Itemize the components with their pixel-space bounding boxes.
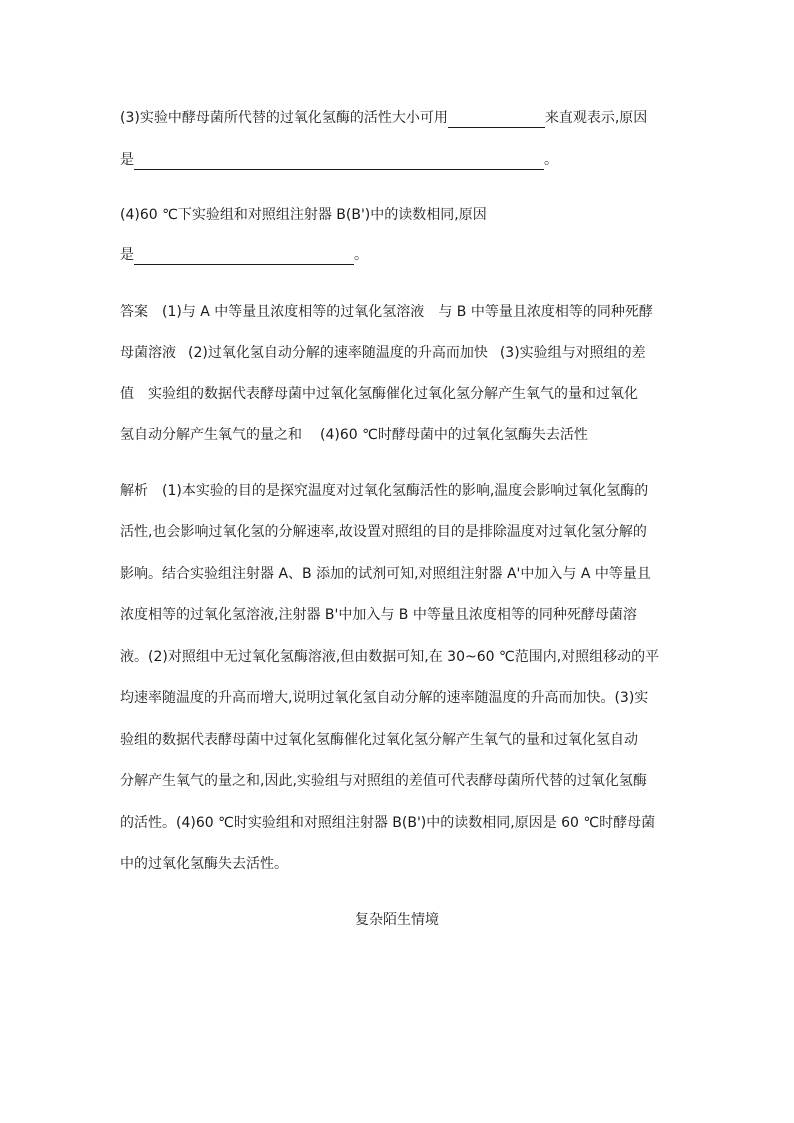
answer-text: 值 [120, 386, 134, 402]
question-3-text: 。 [544, 152, 558, 168]
answer-line-2 [120, 343, 646, 363]
analysis-line: 中的过氧化氢酶失去活性。 [120, 856, 288, 872]
question-3-line-2 [120, 150, 558, 170]
analysis-line: 浓度相等的过氧化氢溶液,注射器 B'中加入与 B 中等量且浓度相等的同种死酵母菌溶 [120, 607, 637, 623]
answer-text: 实验组的数据代表酵母菌中过氧化氢酶催化过氧化氢分解产生氧气的量和过氧化 [148, 386, 638, 402]
question-3-text: 是 [120, 152, 134, 168]
analysis-line: 验组的数据代表酵母菌中过氧化氢酶催化过氧化氢分解产生氧气的量和过氧化氢自动 [120, 732, 638, 748]
analysis-line: 活性,也会影响过氧化氢的分解速率,故设置对照组的目的是排除温度对过氧化氢分解的 [120, 524, 647, 540]
answer-text: 与 B 中等量且浓度相等的同种死酵 [438, 304, 653, 320]
answer-blank [134, 248, 354, 265]
answer-text: 母菌溶液 [120, 345, 176, 361]
answer-text: (2)过氧化氢自动分解的速率随温度的升高而加快 [188, 345, 488, 361]
analysis-line: 均速率随温度的升高而增大,说明过氧化氢自动分解的速率随温度的升高而加快。(3)实 [120, 690, 649, 706]
question-3-text: 来直观表示,原因 [544, 110, 648, 126]
answer-line-3 [120, 384, 638, 404]
question-4-text: 。 [354, 247, 368, 263]
answer-line-4 [120, 425, 588, 445]
question-4-line-1 [120, 205, 487, 225]
question-3-text: (3)实验中酵母菌所代替的过氧化氢酶的活性大小可用 [120, 110, 448, 126]
answer-text: 氢自动分解产生氧气的量之和 [120, 427, 302, 443]
answer-text: (3)实验组与对照组的差 [499, 345, 646, 361]
answer-label: 答案 [120, 304, 148, 320]
answer-blank [448, 111, 545, 128]
analysis-line: 分解产生氧气的量之和,因此,实验组与对照组的差值可代表酵母菌所代替的过氧化氢酶 [120, 773, 647, 789]
answer-text: (4)60 ℃时酵母菌中的过氧化氢酶失去活性 [320, 427, 588, 443]
analysis-line-1 [120, 481, 648, 501]
answer-line-1 [120, 302, 653, 322]
analysis-line: 液。(2)对照组中无过氧化氢酶溶液,但由数据可知,在 30~60 ℃范围内,对照组移动的平 [120, 649, 660, 665]
analysis-text: (1)本实验的目的是探究温度对过氧化氢酶活性的影响,温度会影响过氧化氢酶的 [162, 483, 649, 499]
section-title: 复杂陌生情境 [355, 912, 439, 928]
answer-blank [134, 153, 544, 170]
analysis-label: 解析 [120, 483, 148, 499]
analysis-line: 影响。结合实验组注射器 A、B 添加的试剂可知,对照组注射器 A'中加入与 A 中等量且 [120, 566, 651, 582]
question-4-text: 是 [120, 247, 134, 263]
analysis-line: 的活性。(4)60 ℃时实验组和对照组注射器 B(B')中的读数相同,原因是 60 ℃时酵母菌 [120, 815, 656, 831]
answer-text: (1)与 A 中等量且浓度相等的过氧化氢溶液 [162, 304, 425, 320]
question-3-line-1 [120, 108, 647, 128]
question-4-line-2 [120, 245, 368, 265]
question-4-text: (4)60 ℃下实验组和对照组注射器 B(B')中的读数相同,原因 [120, 207, 487, 223]
